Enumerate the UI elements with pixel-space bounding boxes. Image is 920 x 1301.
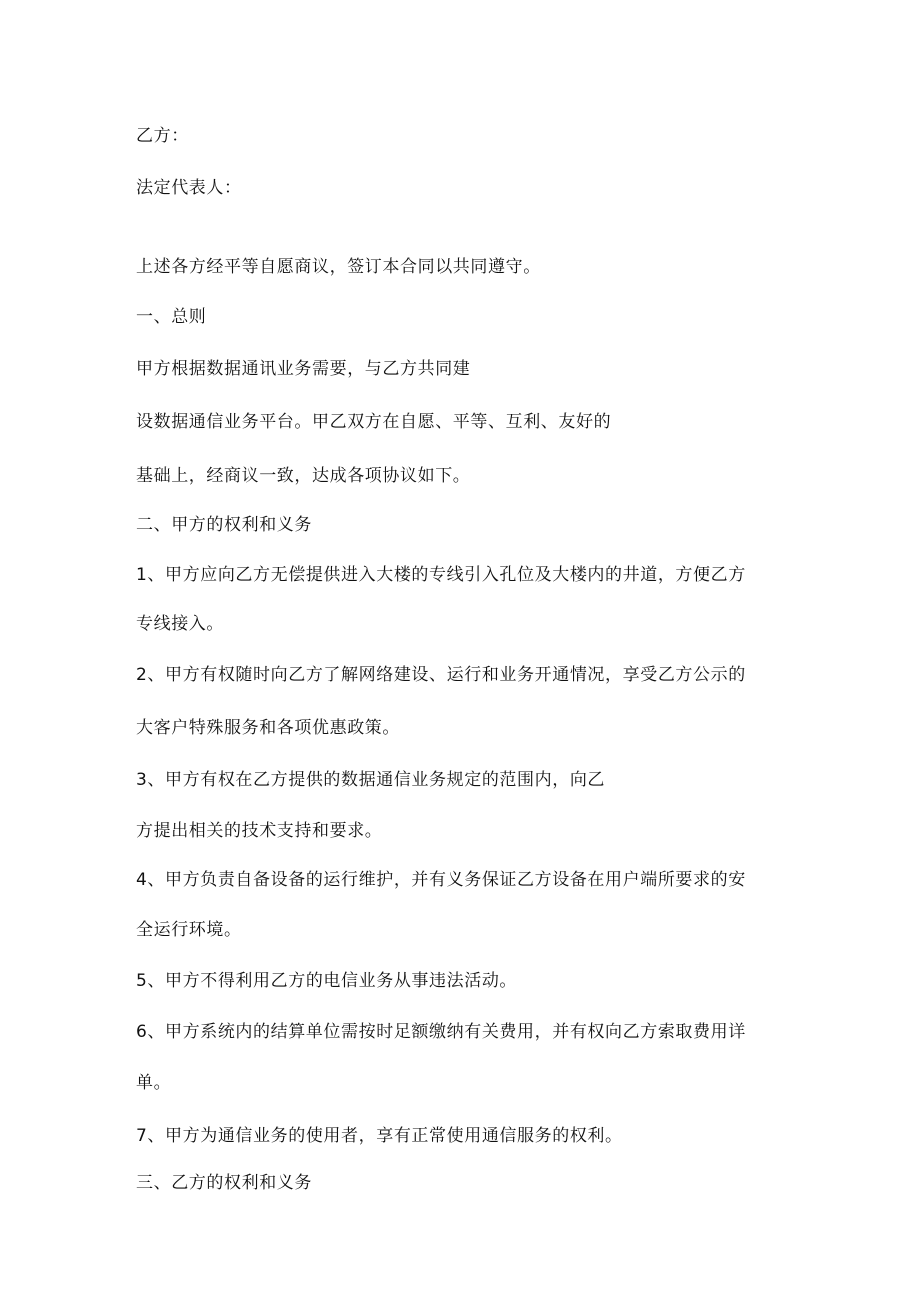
clause-item: 3、甲方有权在乙方提供的数据通信业务规定的范围内，向乙 [136, 770, 606, 790]
clause-item-continuation: 全运行环境。 [136, 920, 242, 940]
preamble-text: 上述各方经平等自愿商议，签订本合同以共同遵守。 [136, 257, 541, 277]
clause-item: 7、甲方为通信业务的使用者，享有正常使用通信服务的权利。 [136, 1126, 623, 1146]
section-heading-general: 一、总则 [136, 307, 207, 327]
paragraph-line: 基础上，经商议一致，达成各项协议如下。 [136, 466, 471, 486]
clause-item: 6、甲方系统内的结算单位需按时足额缴纳有关费用，并有权向乙方索取费用详 [136, 1022, 746, 1042]
paragraph-line: 甲方根据数据通讯业务需要，与乙方共同建 [136, 359, 471, 379]
party-b-label: 乙方： [136, 126, 189, 146]
clause-item-continuation: 大客户特殊服务和各项优惠政策。 [136, 718, 400, 738]
clause-item-continuation: 专线接入。 [136, 614, 224, 634]
clause-item: 5、甲方不得利用乙方的电信业务从事违法活动。 [136, 971, 518, 991]
clause-item: 2、甲方有权随时向乙方了解网络建设、运行和业务开通情况，享受乙方公示的 [136, 665, 746, 685]
paragraph-line: 设数据通信业务平台。甲乙双方在自愿、平等、互利、友好的 [136, 412, 612, 432]
clause-item-continuation: 方提出相关的技术支持和要求。 [136, 821, 383, 841]
section-heading-party-a: 二、甲方的权利和义务 [136, 515, 312, 535]
section-heading-party-b: 三、乙方的权利和义务 [136, 1173, 312, 1193]
clause-item-continuation: 单。 [136, 1073, 172, 1093]
legal-representative-label: 法定代表人： [136, 178, 242, 198]
clause-item: 1、甲方应向乙方无偿提供进入大楼的专线引入孔位及大楼内的井道，方便乙方 [136, 565, 746, 585]
clause-item: 4、甲方负责自备设备的运行维护，并有义务保证乙方设备在用户端所要求的安 [136, 870, 746, 890]
